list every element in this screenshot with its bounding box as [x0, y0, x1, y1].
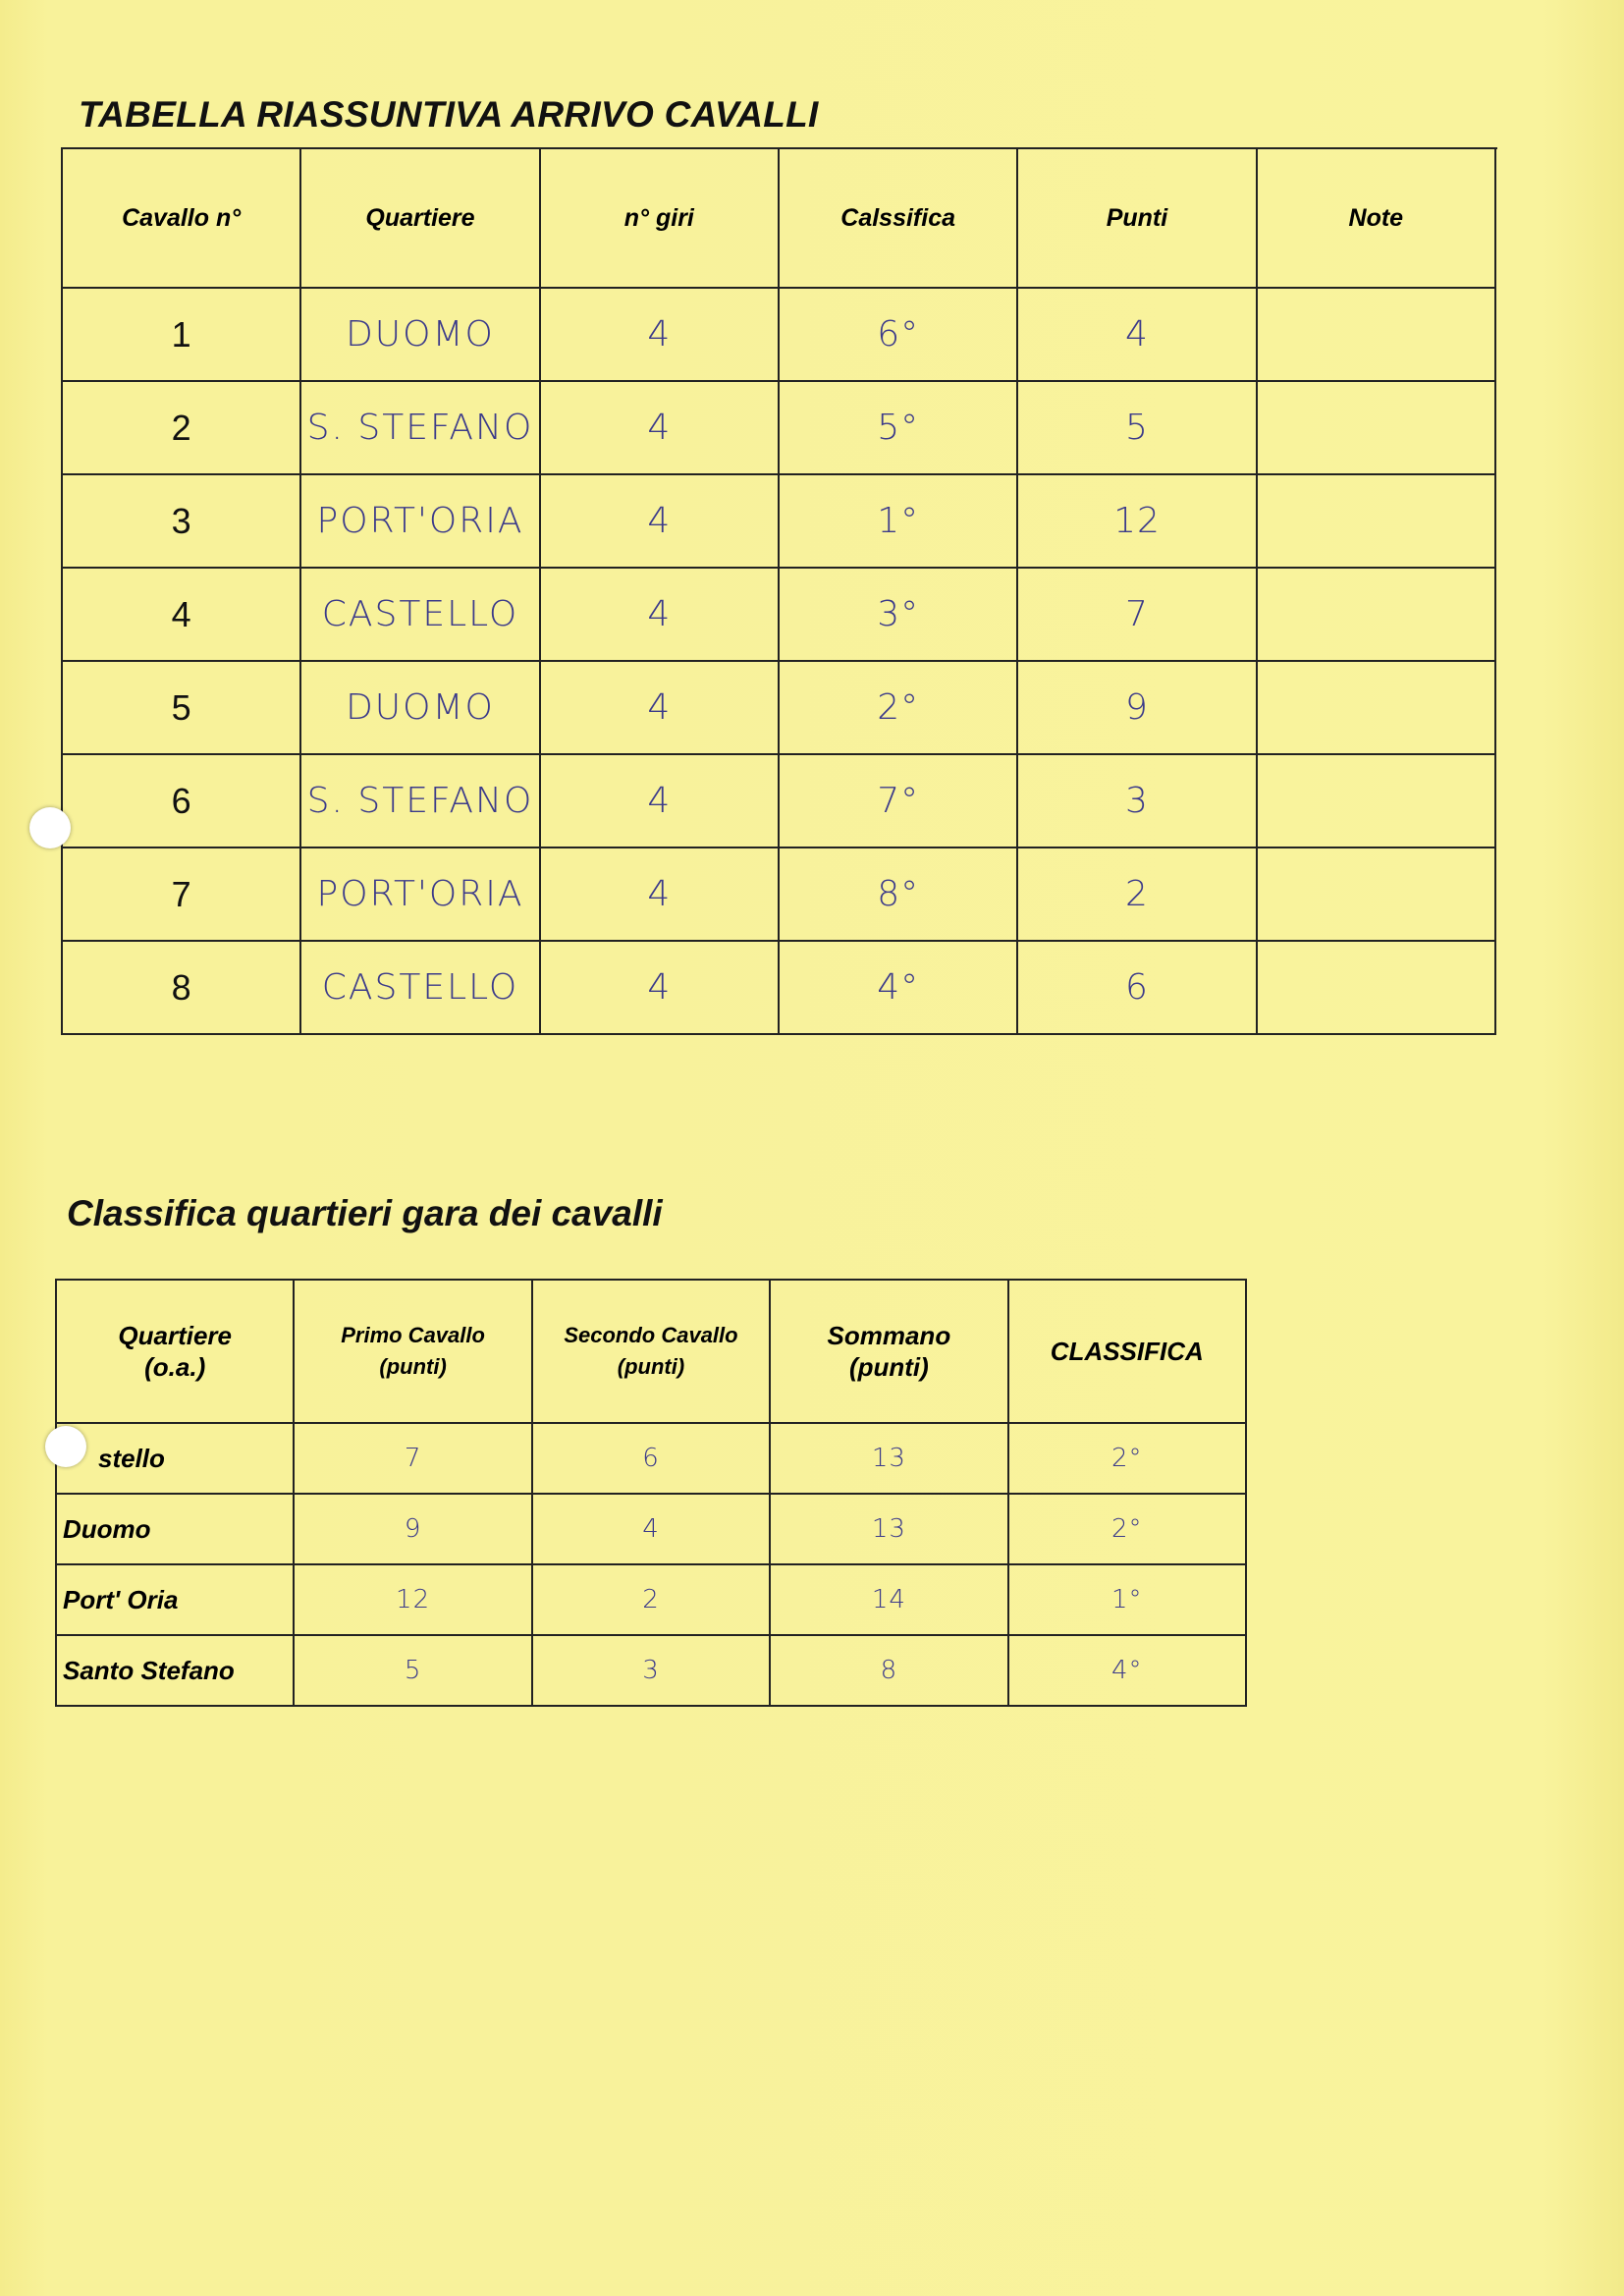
cell-primo: 12	[294, 1564, 531, 1635]
table-row	[56, 1423, 1246, 1494]
table1-header-row	[62, 148, 1495, 288]
cell-classifica: 4°	[779, 941, 1017, 1034]
cell-cavallo-n: 5	[62, 661, 300, 754]
cell-giri: 4	[540, 381, 779, 474]
cell-note	[1257, 474, 1495, 568]
cell-primo: 7	[294, 1423, 531, 1494]
table-row	[62, 568, 1495, 661]
table-row	[62, 288, 1495, 381]
cell-punti: 3	[1017, 754, 1256, 847]
cell-classifica: 8°	[779, 847, 1017, 941]
cell-note	[1257, 754, 1495, 847]
header-secondo-cavallo	[532, 1280, 770, 1423]
cell-classifica: 2°	[1008, 1494, 1246, 1564]
table2-header-row	[56, 1280, 1246, 1423]
cell-secondo: 4	[532, 1494, 770, 1564]
cell-classifica: 3°	[779, 568, 1017, 661]
table-row	[62, 381, 1495, 474]
cell-classifica: 6°	[779, 288, 1017, 381]
table-row	[56, 1564, 1246, 1635]
header-quartiere: Quartiere	[300, 148, 539, 288]
header-cavallo: Cavallo n°	[62, 148, 300, 288]
table-row	[62, 847, 1495, 941]
cell-secondo: 2	[532, 1564, 770, 1635]
cell-cavallo-n: 1	[62, 288, 300, 381]
header-primo-cavallo	[294, 1280, 531, 1423]
header-note: Note	[1257, 148, 1495, 288]
cell-giri: 4	[540, 474, 779, 568]
header-quartiere-sub: (o.a.)	[144, 1352, 206, 1382]
header-sommano	[770, 1280, 1007, 1423]
table-row	[56, 1635, 1246, 1706]
header-quartiere-label: Quartiere	[118, 1321, 232, 1350]
cell-note	[1257, 941, 1495, 1034]
cell-giri: 4	[540, 847, 779, 941]
header-secondo-label: Secondo Cavallo	[564, 1323, 738, 1347]
cell-classifica: 1°	[1008, 1564, 1246, 1635]
cell-sommano: 8	[770, 1635, 1007, 1706]
cell-sommano: 14	[770, 1564, 1007, 1635]
cell-primo: 5	[294, 1635, 531, 1706]
cell-cavallo-n: 4	[62, 568, 300, 661]
cell-punti: 4	[1017, 288, 1256, 381]
cell-classifica: 2°	[1008, 1423, 1246, 1494]
cell-punti: 6	[1017, 941, 1256, 1034]
cell-note	[1257, 568, 1495, 661]
cell-cavallo-n: 2	[62, 381, 300, 474]
cell-giri: 4	[540, 661, 779, 754]
header-sommano-sub: (punti)	[848, 1352, 929, 1382]
cell-quartiere: DUOMO	[300, 661, 539, 754]
cell-note	[1257, 381, 1495, 474]
cell-quartiere-name: Port' Oria	[56, 1564, 294, 1635]
punch-hole-top	[29, 807, 71, 848]
cell-quartiere: S. STEFANO	[300, 381, 539, 474]
cell-note	[1257, 288, 1495, 381]
cell-quartiere: CASTELLO	[300, 941, 539, 1034]
header-primo-label: Primo Cavallo	[341, 1323, 485, 1347]
cell-cavallo-n: 7	[62, 847, 300, 941]
cell-punti: 12	[1017, 474, 1256, 568]
cell-punti: 7	[1017, 568, 1256, 661]
quarter-ranking-table	[55, 1279, 1247, 1707]
cell-cavallo-n: 6	[62, 754, 300, 847]
cell-punti: 2	[1017, 847, 1256, 941]
horse-arrival-table	[61, 147, 1496, 1035]
table-row	[62, 754, 1495, 847]
table2-title: Classifica quartieri gara dei cavalli	[67, 1193, 663, 1233]
cell-punti: 5	[1017, 381, 1256, 474]
cell-giri: 4	[540, 288, 779, 381]
cell-primo: 9	[294, 1494, 531, 1564]
header-sommano-label: Sommano	[827, 1321, 951, 1350]
cell-classifica: 4°	[1008, 1635, 1246, 1706]
cell-quartiere-name: Santo Stefano	[56, 1635, 294, 1706]
cell-sommano: 13	[770, 1494, 1007, 1564]
table-row	[62, 474, 1495, 568]
cell-quartiere: PORT'ORIA	[300, 474, 539, 568]
cell-classifica: 7°	[779, 754, 1017, 847]
cell-quartiere: S. STEFANO	[300, 754, 539, 847]
cell-quartiere-name: Duomo	[56, 1494, 294, 1564]
cell-cavallo-n: 3	[62, 474, 300, 568]
header-quartiere-oa	[56, 1280, 294, 1423]
table-row	[62, 661, 1495, 754]
header-classifica: Calssifica	[779, 148, 1017, 288]
cell-classifica: 5°	[779, 381, 1017, 474]
cell-classifica: 2°	[779, 661, 1017, 754]
quartiere-name-text: stello	[98, 1443, 165, 1473]
cell-giri: 4	[540, 568, 779, 661]
header-secondo-sub: (punti)	[617, 1354, 685, 1379]
cell-giri: 4	[540, 754, 779, 847]
cell-quartiere: DUOMO	[300, 288, 539, 381]
cell-note	[1257, 661, 1495, 754]
cell-secondo: 6	[532, 1423, 770, 1494]
table-row	[62, 941, 1495, 1034]
cell-cavallo-n: 8	[62, 941, 300, 1034]
header-classifica-finale: CLASSIFICA	[1008, 1280, 1246, 1423]
cell-quartiere: PORT'ORIA	[300, 847, 539, 941]
header-giri: n° giri	[540, 148, 779, 288]
cell-classifica: 1°	[779, 474, 1017, 568]
punch-hole-bottom	[45, 1426, 86, 1467]
cell-giri: 4	[540, 941, 779, 1034]
cell-punti: 9	[1017, 661, 1256, 754]
table-row	[56, 1494, 1246, 1564]
cell-sommano: 13	[770, 1423, 1007, 1494]
header-punti: Punti	[1017, 148, 1256, 288]
cell-quartiere-name	[56, 1423, 294, 1494]
cell-note	[1257, 847, 1495, 941]
table1-title: TABELLA RIASSUNTIVA ARRIVO CAVALLI	[79, 94, 819, 135]
header-primo-sub: (punti)	[379, 1354, 447, 1379]
cell-secondo: 3	[532, 1635, 770, 1706]
cell-quartiere: CASTELLO	[300, 568, 539, 661]
